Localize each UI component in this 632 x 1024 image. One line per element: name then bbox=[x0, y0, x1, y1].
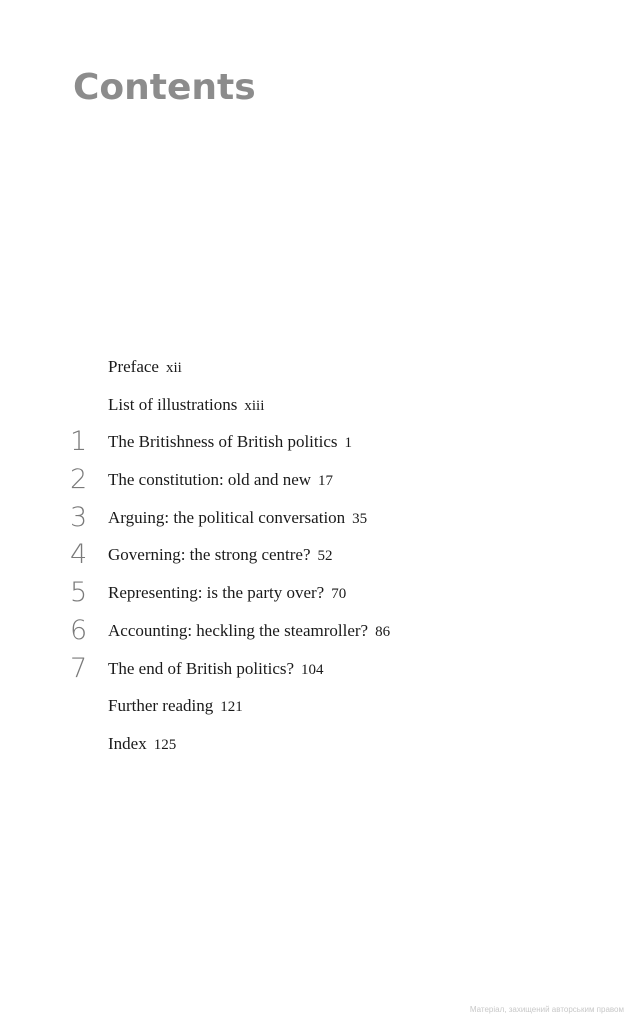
chapter-number: 4 bbox=[70, 539, 88, 571]
toc-entry-title: Index bbox=[108, 733, 147, 753]
toc-entry-title: List of illustrations bbox=[108, 394, 238, 414]
toc-entry-title: The end of British politics? bbox=[108, 658, 295, 678]
toc-page-number: 125 bbox=[153, 736, 177, 753]
toc-entry-chapter-1[interactable] bbox=[0, 423, 632, 461]
toc-entry-chapter-3[interactable] bbox=[0, 499, 632, 537]
toc-entry-chapter-7[interactable] bbox=[0, 650, 632, 688]
chapter-number: 7 bbox=[70, 652, 88, 684]
chapter-number: 3 bbox=[70, 501, 88, 533]
toc-page-number: 17 bbox=[318, 473, 334, 490]
chapter-number: 1 bbox=[70, 426, 88, 458]
toc-entry-title: Governing: the strong centre? bbox=[108, 545, 311, 565]
toc-entry-index[interactable] bbox=[0, 725, 632, 763]
toc-entry-title: Representing: is the party over? bbox=[108, 583, 325, 603]
toc-entry-further-reading[interactable] bbox=[0, 687, 632, 725]
chapter-number: 2 bbox=[70, 464, 88, 496]
page-title: Contents bbox=[73, 67, 256, 108]
toc-entry-title: Arguing: the political conversation bbox=[108, 507, 346, 527]
copyright-watermark: Матеріал, захищений авторським правом bbox=[469, 1005, 624, 1014]
table-of-contents bbox=[0, 348, 632, 763]
toc-entry-title: Preface bbox=[108, 357, 159, 376]
toc-page-number: xiii bbox=[244, 397, 265, 414]
chapter-number: 6 bbox=[70, 614, 88, 646]
toc-page-number: 104 bbox=[301, 661, 324, 678]
toc-entry-title: The constitution: old and new bbox=[108, 470, 312, 490]
toc-page-number: xii bbox=[165, 360, 182, 376]
toc-entry-preface[interactable] bbox=[0, 348, 632, 386]
toc-entry-title: Further reading bbox=[108, 696, 214, 716]
toc-entry-chapter-4[interactable] bbox=[0, 536, 632, 574]
toc-entry-title: The Britishness of British politics bbox=[108, 432, 338, 452]
toc-entry-list-of-illustrations[interactable] bbox=[0, 386, 632, 424]
toc-entry-chapter-2[interactable] bbox=[0, 461, 632, 499]
toc-page-number: 52 bbox=[317, 548, 333, 565]
toc-entry-title: Accounting: heckling the steamroller? bbox=[108, 620, 369, 640]
toc-entry-chapter-6[interactable] bbox=[0, 612, 632, 650]
toc-page-number: 70 bbox=[331, 586, 347, 603]
chapter-number: 5 bbox=[70, 577, 88, 609]
toc-page-number: 1 bbox=[344, 435, 352, 452]
toc-page-number: 121 bbox=[220, 699, 243, 716]
toc-page-number: 86 bbox=[375, 623, 391, 640]
toc-page-number: 35 bbox=[352, 510, 368, 527]
toc-entry-chapter-5[interactable] bbox=[0, 574, 632, 612]
